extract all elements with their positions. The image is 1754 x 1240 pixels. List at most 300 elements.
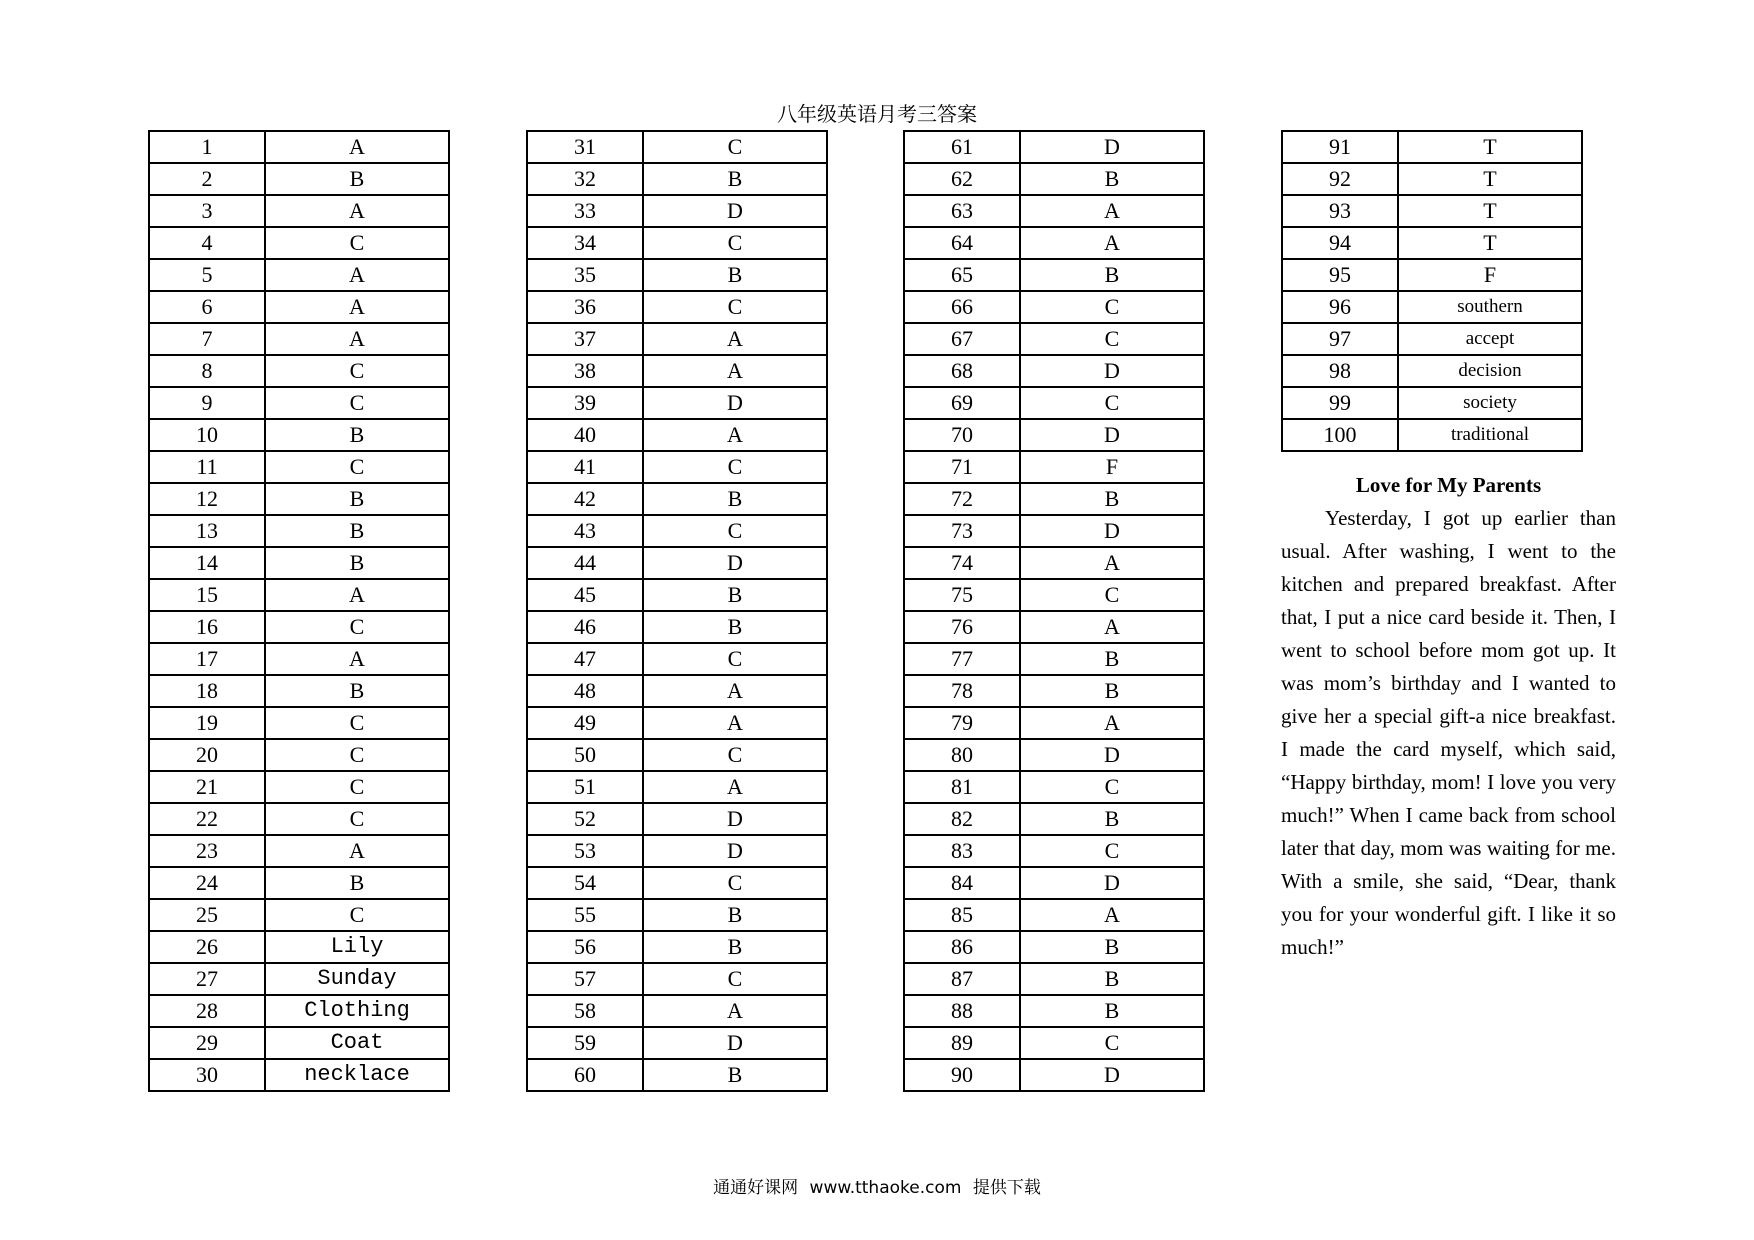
question-number: 45 — [527, 579, 643, 611]
question-number: 74 — [904, 547, 1020, 579]
question-number: 25 — [149, 899, 265, 931]
answer-cell: C — [643, 227, 827, 259]
question-number: 22 — [149, 803, 265, 835]
table-row — [904, 899, 1204, 931]
table-row — [149, 579, 449, 611]
table-row — [527, 643, 827, 675]
answer-cell: B — [1020, 963, 1204, 995]
table-row — [527, 419, 827, 451]
question-number: 95 — [1282, 259, 1398, 291]
answer-cell: B — [643, 899, 827, 931]
table-row — [904, 867, 1204, 899]
question-number: 42 — [527, 483, 643, 515]
question-number: 2 — [149, 163, 265, 195]
table-row — [904, 323, 1204, 355]
answer-cell: C — [643, 515, 827, 547]
answer-cell: D — [1020, 131, 1204, 163]
question-number: 78 — [904, 675, 1020, 707]
table-row — [527, 323, 827, 355]
table-row — [149, 771, 449, 803]
table-row — [1282, 387, 1582, 419]
table-row — [1282, 323, 1582, 355]
table-row — [527, 931, 827, 963]
answer-cell: D — [643, 387, 827, 419]
answer-cell: B — [1020, 675, 1204, 707]
answer-cell: T — [1398, 227, 1582, 259]
table-row — [149, 963, 449, 995]
answer-cell: T — [1398, 195, 1582, 227]
answer-cell: B — [643, 611, 827, 643]
answer-cell: T — [1398, 163, 1582, 195]
question-number: 100 — [1282, 419, 1398, 451]
question-number: 44 — [527, 547, 643, 579]
table-row — [904, 163, 1204, 195]
question-number: 84 — [904, 867, 1020, 899]
question-number: 87 — [904, 963, 1020, 995]
table-row — [527, 195, 827, 227]
answer-cell: B — [265, 483, 449, 515]
question-number: 56 — [527, 931, 643, 963]
answer-cell: D — [643, 835, 827, 867]
question-number: 14 — [149, 547, 265, 579]
table-row — [904, 259, 1204, 291]
question-number: 76 — [904, 611, 1020, 643]
answer-cell: B — [265, 547, 449, 579]
question-number: 86 — [904, 931, 1020, 963]
essay-section — [1281, 470, 1616, 964]
answer-cell: B — [265, 419, 449, 451]
answer-cell: C — [643, 867, 827, 899]
question-number: 75 — [904, 579, 1020, 611]
answer-cell: D — [1020, 419, 1204, 451]
table-row — [904, 931, 1204, 963]
table-row — [149, 739, 449, 771]
answer-cell: A — [265, 131, 449, 163]
table-row — [149, 227, 449, 259]
question-number: 38 — [527, 355, 643, 387]
table-row — [527, 259, 827, 291]
question-number: 32 — [527, 163, 643, 195]
question-number: 65 — [904, 259, 1020, 291]
answer-cell: A — [265, 195, 449, 227]
answer-cell: society — [1398, 387, 1582, 419]
table-row — [904, 803, 1204, 835]
question-number: 18 — [149, 675, 265, 707]
question-number: 92 — [1282, 163, 1398, 195]
answer-cell: C — [1020, 1027, 1204, 1059]
answer-cell: southern — [1398, 291, 1582, 323]
table-row — [904, 419, 1204, 451]
answer-cell: necklace — [265, 1059, 449, 1091]
table-row — [527, 131, 827, 163]
table-row — [527, 163, 827, 195]
answer-cell: A — [1020, 707, 1204, 739]
question-number: 51 — [527, 771, 643, 803]
table-row — [149, 1059, 449, 1091]
answer-table-4 — [1281, 130, 1583, 452]
question-number: 69 — [904, 387, 1020, 419]
question-number: 89 — [904, 1027, 1020, 1059]
answer-cell: D — [1020, 355, 1204, 387]
answer-cell: A — [643, 419, 827, 451]
question-number: 50 — [527, 739, 643, 771]
table-row — [527, 835, 827, 867]
answer-cell: F — [1398, 259, 1582, 291]
answer-cell: C — [643, 963, 827, 995]
answer-cell: A — [643, 323, 827, 355]
answer-cell: A — [265, 643, 449, 675]
question-number: 1 — [149, 131, 265, 163]
answer-cell: traditional — [1398, 419, 1582, 451]
table-row — [527, 1059, 827, 1091]
answer-cell: A — [643, 995, 827, 1027]
question-number: 36 — [527, 291, 643, 323]
question-number: 82 — [904, 803, 1020, 835]
question-number: 68 — [904, 355, 1020, 387]
table-row — [149, 259, 449, 291]
answer-cell: A — [1020, 195, 1204, 227]
question-number: 39 — [527, 387, 643, 419]
answer-cell: C — [1020, 387, 1204, 419]
question-number: 10 — [149, 419, 265, 451]
table-row — [149, 675, 449, 707]
question-number: 83 — [904, 835, 1020, 867]
table-row — [149, 419, 449, 451]
answer-cell: C — [643, 643, 827, 675]
answer-cell: C — [265, 899, 449, 931]
question-number: 97 — [1282, 323, 1398, 355]
table-row — [904, 643, 1204, 675]
table-row — [527, 675, 827, 707]
answer-cell: B — [265, 675, 449, 707]
question-number: 35 — [527, 259, 643, 291]
table-row — [527, 547, 827, 579]
answer-cell: C — [1020, 771, 1204, 803]
page-title: 八年级英语月考三答案 — [777, 102, 977, 126]
table-row — [149, 835, 449, 867]
answer-cell: B — [1020, 163, 1204, 195]
question-number: 52 — [527, 803, 643, 835]
question-number: 61 — [904, 131, 1020, 163]
question-number: 93 — [1282, 195, 1398, 227]
answer-cell: C — [265, 227, 449, 259]
table-row — [1282, 131, 1582, 163]
answer-cell: A — [1020, 547, 1204, 579]
table-row — [527, 867, 827, 899]
question-number: 88 — [904, 995, 1020, 1027]
question-number: 16 — [149, 611, 265, 643]
answer-cell: Lily — [265, 931, 449, 963]
table-row — [904, 707, 1204, 739]
question-number: 20 — [149, 739, 265, 771]
answer-cell: C — [643, 131, 827, 163]
question-number: 28 — [149, 995, 265, 1027]
table-row — [1282, 163, 1582, 195]
question-number: 27 — [149, 963, 265, 995]
table-row — [149, 707, 449, 739]
table-row — [1282, 259, 1582, 291]
question-number: 72 — [904, 483, 1020, 515]
question-number: 60 — [527, 1059, 643, 1091]
question-number: 53 — [527, 835, 643, 867]
question-number: 19 — [149, 707, 265, 739]
question-number: 15 — [149, 579, 265, 611]
table-row — [904, 739, 1204, 771]
question-number: 62 — [904, 163, 1020, 195]
table-row — [527, 227, 827, 259]
table-row — [904, 355, 1204, 387]
answer-table-2 — [526, 130, 828, 1092]
table-row — [904, 1059, 1204, 1091]
table-row — [149, 195, 449, 227]
answer-cell: C — [1020, 579, 1204, 611]
answer-table-1 — [148, 130, 450, 1092]
question-number: 71 — [904, 451, 1020, 483]
answer-cell: C — [1020, 291, 1204, 323]
answer-cell: D — [1020, 1059, 1204, 1091]
question-number: 67 — [904, 323, 1020, 355]
answer-cell: Sunday — [265, 963, 449, 995]
question-number: 81 — [904, 771, 1020, 803]
question-number: 85 — [904, 899, 1020, 931]
answer-cell: decision — [1398, 355, 1582, 387]
answer-cell: A — [1020, 611, 1204, 643]
table-row — [904, 131, 1204, 163]
question-number: 47 — [527, 643, 643, 675]
answer-table-3 — [903, 130, 1205, 1092]
table-row — [149, 611, 449, 643]
table-row — [527, 355, 827, 387]
table-row — [149, 1027, 449, 1059]
answer-cell: D — [643, 803, 827, 835]
table-row — [527, 579, 827, 611]
table-row — [527, 611, 827, 643]
table-row — [527, 291, 827, 323]
question-number: 46 — [527, 611, 643, 643]
question-number: 31 — [527, 131, 643, 163]
question-number: 55 — [527, 899, 643, 931]
table-row — [149, 643, 449, 675]
table-row — [527, 899, 827, 931]
answer-cell: D — [1020, 515, 1204, 547]
question-number: 77 — [904, 643, 1020, 675]
table-row — [904, 675, 1204, 707]
answer-cell: Clothing — [265, 995, 449, 1027]
question-number: 48 — [527, 675, 643, 707]
question-number: 9 — [149, 387, 265, 419]
answer-cell: A — [265, 323, 449, 355]
table-row — [527, 739, 827, 771]
answer-cell: D — [1020, 739, 1204, 771]
answer-cell: C — [643, 291, 827, 323]
answer-cell: B — [1020, 803, 1204, 835]
table-row — [904, 195, 1204, 227]
answer-cell: D — [643, 195, 827, 227]
answer-cell: A — [265, 835, 449, 867]
answer-cell: A — [265, 579, 449, 611]
answer-cell: B — [643, 931, 827, 963]
table-row — [527, 963, 827, 995]
table-row — [904, 227, 1204, 259]
table-row — [527, 803, 827, 835]
question-number: 94 — [1282, 227, 1398, 259]
answer-cell: C — [265, 355, 449, 387]
question-number: 79 — [904, 707, 1020, 739]
question-number: 57 — [527, 963, 643, 995]
answer-cell: D — [643, 547, 827, 579]
footer-source: 通通好课网 www.tthaoke.com 提供下载 — [713, 1178, 1041, 1198]
table-row — [149, 867, 449, 899]
table-row — [149, 355, 449, 387]
question-number: 4 — [149, 227, 265, 259]
answer-cell: A — [265, 259, 449, 291]
table-row — [149, 131, 449, 163]
table-row — [904, 291, 1204, 323]
question-number: 64 — [904, 227, 1020, 259]
table-row — [904, 579, 1204, 611]
table-row — [527, 707, 827, 739]
essay-body: Yesterday, I got up earlier than usual. After washing, I went to the kitchen and prepared breakfast. After that, I put a nice card beside it. Then, I went to school before mom got up. It was mom’s birthday and I wanted to give her a special gift-a nice breakfast. I made the card myself, which said, “Happy birthday, mom! I love you very much!” When I came back from school later that day, mom was waiting for me. With a smile, she said, “Dear, thank you for your wonderful gift. I like it so much!” — [1281, 506, 1616, 959]
answer-cell: C — [265, 707, 449, 739]
table-row — [904, 771, 1204, 803]
table-row — [1282, 195, 1582, 227]
table-row — [904, 515, 1204, 547]
answer-cell: C — [1020, 323, 1204, 355]
answer-cell: F — [1020, 451, 1204, 483]
table-row — [149, 899, 449, 931]
question-number: 58 — [527, 995, 643, 1027]
question-number: 41 — [527, 451, 643, 483]
answer-cell: B — [1020, 483, 1204, 515]
question-number: 99 — [1282, 387, 1398, 419]
question-number: 90 — [904, 1059, 1020, 1091]
answer-cell: B — [265, 163, 449, 195]
table-row — [527, 1027, 827, 1059]
table-row — [527, 387, 827, 419]
question-number: 7 — [149, 323, 265, 355]
table-row — [527, 771, 827, 803]
question-number: 12 — [149, 483, 265, 515]
question-number: 80 — [904, 739, 1020, 771]
question-number: 5 — [149, 259, 265, 291]
answer-cell: C — [265, 771, 449, 803]
table-row — [527, 995, 827, 1027]
question-number: 21 — [149, 771, 265, 803]
answer-cell: B — [265, 867, 449, 899]
answer-cell: T — [1398, 131, 1582, 163]
table-row — [149, 483, 449, 515]
question-number: 63 — [904, 195, 1020, 227]
answer-cell: A — [1020, 899, 1204, 931]
answer-cell: C — [265, 739, 449, 771]
question-number: 96 — [1282, 291, 1398, 323]
answer-cell: B — [265, 515, 449, 547]
table-row — [149, 323, 449, 355]
table-row — [149, 515, 449, 547]
question-number: 29 — [149, 1027, 265, 1059]
table-row — [904, 611, 1204, 643]
answer-cell: A — [643, 771, 827, 803]
question-number: 13 — [149, 515, 265, 547]
table-row — [527, 483, 827, 515]
table-row — [149, 163, 449, 195]
table-row — [1282, 227, 1582, 259]
answer-cell: A — [643, 707, 827, 739]
table-row — [149, 547, 449, 579]
answer-cell: C — [265, 451, 449, 483]
question-number: 49 — [527, 707, 643, 739]
question-number: 98 — [1282, 355, 1398, 387]
answer-cell: A — [643, 355, 827, 387]
question-number: 33 — [527, 195, 643, 227]
question-number: 40 — [527, 419, 643, 451]
answer-cell: C — [265, 803, 449, 835]
table-row — [904, 995, 1204, 1027]
answer-cell: D — [643, 1027, 827, 1059]
essay-title: Love for My Parents — [1355, 473, 1542, 497]
question-number: 11 — [149, 451, 265, 483]
table-row — [149, 387, 449, 419]
table-row — [1282, 291, 1582, 323]
answer-cell: A — [265, 291, 449, 323]
question-number: 17 — [149, 643, 265, 675]
question-number: 43 — [527, 515, 643, 547]
table-row — [149, 995, 449, 1027]
answer-cell: B — [643, 483, 827, 515]
question-number: 8 — [149, 355, 265, 387]
question-number: 26 — [149, 931, 265, 963]
question-number: 6 — [149, 291, 265, 323]
question-number: 73 — [904, 515, 1020, 547]
table-row — [149, 931, 449, 963]
table-row — [1282, 355, 1582, 387]
answer-cell: C — [643, 451, 827, 483]
question-number: 23 — [149, 835, 265, 867]
table-row — [904, 963, 1204, 995]
answer-cell: B — [643, 579, 827, 611]
answer-cell: C — [265, 611, 449, 643]
question-number: 34 — [527, 227, 643, 259]
question-number: 91 — [1282, 131, 1398, 163]
question-number: 30 — [149, 1059, 265, 1091]
table-row — [904, 387, 1204, 419]
answer-cell: B — [643, 259, 827, 291]
table-row — [149, 803, 449, 835]
table-row — [904, 835, 1204, 867]
answer-cell: accept — [1398, 323, 1582, 355]
question-number: 37 — [527, 323, 643, 355]
answer-cell: C — [1020, 835, 1204, 867]
answer-cell: D — [1020, 867, 1204, 899]
answer-cell: A — [1020, 227, 1204, 259]
question-number: 59 — [527, 1027, 643, 1059]
table-row — [1282, 419, 1582, 451]
table-row — [904, 1027, 1204, 1059]
question-number: 3 — [149, 195, 265, 227]
question-number: 24 — [149, 867, 265, 899]
question-number: 66 — [904, 291, 1020, 323]
table-row — [527, 515, 827, 547]
table-row — [904, 547, 1204, 579]
answer-cell: B — [643, 163, 827, 195]
table-row — [904, 483, 1204, 515]
question-number: 70 — [904, 419, 1020, 451]
answer-cell: C — [265, 387, 449, 419]
answer-cell: B — [1020, 931, 1204, 963]
answer-cell: B — [1020, 643, 1204, 675]
table-row — [149, 451, 449, 483]
table-row — [149, 291, 449, 323]
